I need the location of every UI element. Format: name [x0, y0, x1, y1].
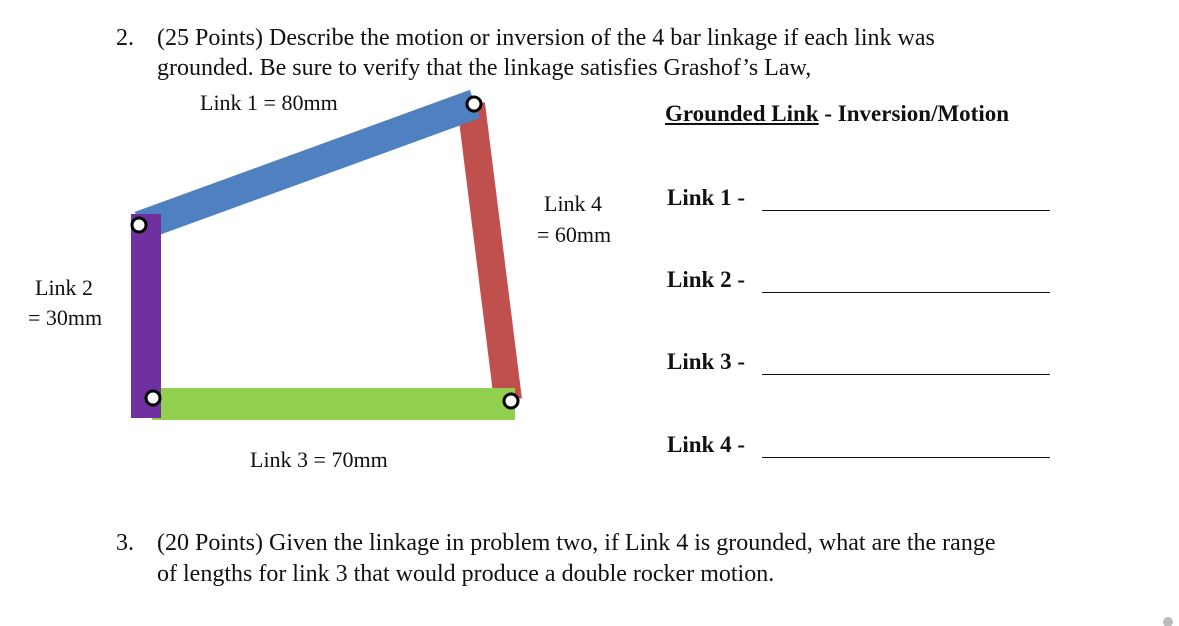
answer-row-link-2-label: Link 2 - [667, 267, 745, 292]
answer-blank-link-4[interactable] [762, 457, 1050, 458]
link-4-length: = 60mm [537, 222, 612, 247]
answer-row-link-4-label: Link 4 - [667, 432, 745, 457]
link-4-bar [471, 104, 508, 400]
problem-2-number: 2. [116, 25, 134, 51]
problem-3-line-1: (20 Points) Given the linkage in problem two, if Link 4 is grounded, what are the range [157, 530, 996, 556]
link-2-label: Link 2 [35, 275, 94, 300]
link-1-label: Link 1 = 80mm [200, 90, 338, 115]
edge-mark [1163, 617, 1173, 626]
problem-2-line-1: (25 Points) Describe the motion or inversion of the 4 bar linkage if each link was [157, 25, 935, 51]
pin-joint-top-right [467, 97, 481, 111]
problem-3-number: 3. [116, 530, 134, 556]
link-4-label: Link 4 [544, 191, 603, 216]
pin-joint-bottom-right [504, 394, 518, 408]
answer-blank-link-3[interactable] [762, 374, 1050, 375]
pin-joint-bottom-left [146, 391, 160, 405]
answer-row-link-1-label: Link 1 - [667, 185, 745, 210]
answer-row-link-3-label: Link 3 - [667, 349, 745, 374]
table-header [665, 101, 1009, 127]
problem-3-line-2: of lengths for link 3 that would produce a double rocker motion. [157, 561, 775, 587]
problem-2-line-2: grounded. Be sure to verify that the linkage satisfies Grashof’s Law, [157, 55, 812, 81]
table-header-inversion-motion: - Inversion/Motion [818, 101, 1010, 126]
table-header-grounded-link: Grounded Link [665, 101, 819, 126]
link-3-label: Link 3 = 70mm [250, 447, 388, 472]
answer-blank-link-2[interactable] [762, 292, 1050, 293]
link-1-bar [140, 104, 475, 226]
link-2-length: = 30mm [28, 305, 103, 330]
pin-joint-top-left [132, 218, 146, 232]
answer-blank-link-1[interactable] [762, 210, 1050, 211]
